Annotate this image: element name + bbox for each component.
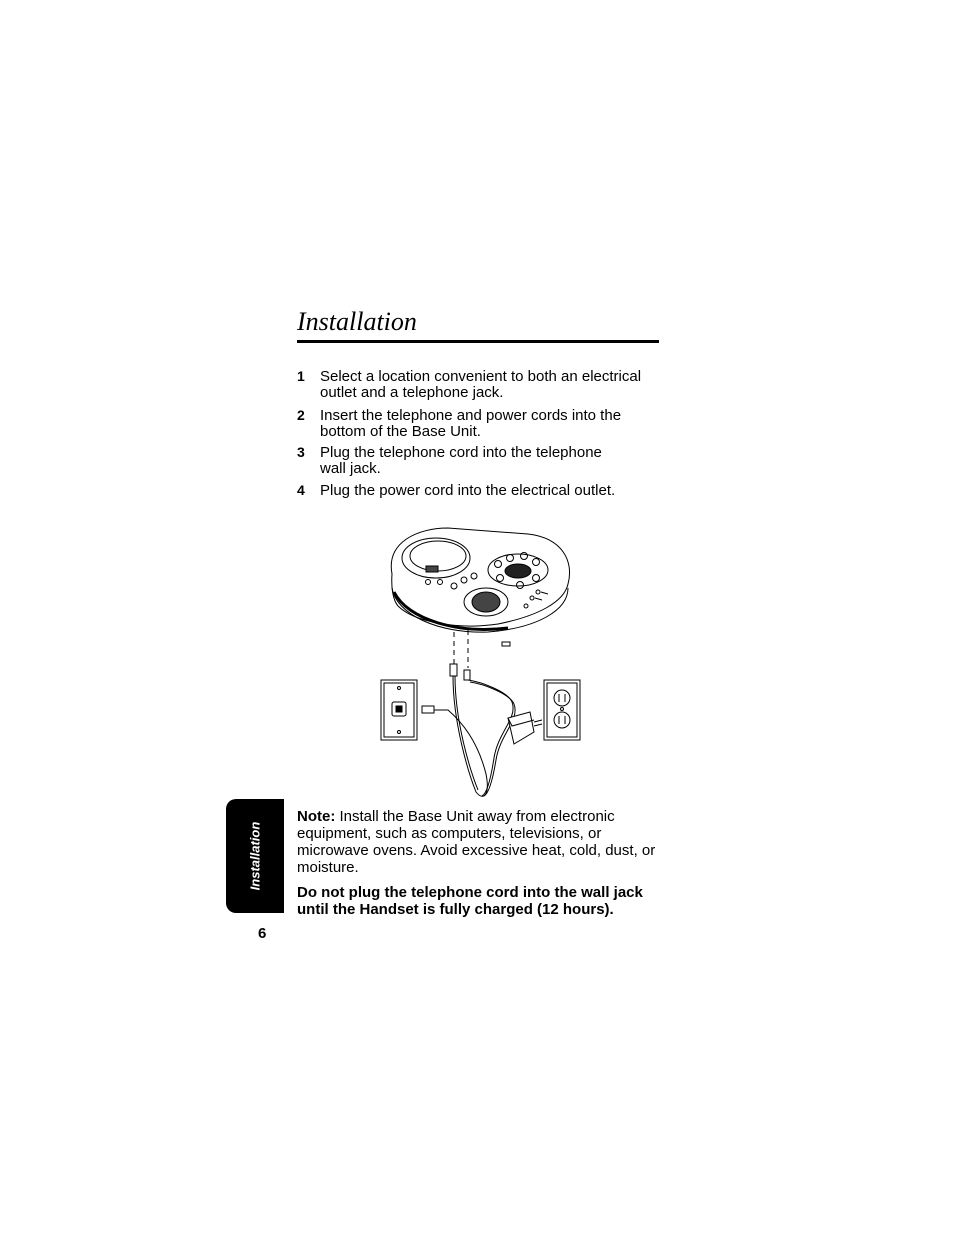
step-text: Select a location convenient to both an electrical outlet and a telephone jack. [320, 368, 642, 401]
section-side-tab [226, 799, 284, 913]
base-unit-icon [391, 528, 569, 646]
step-text: Plug the telephone cord into the telephone wall jack. [320, 444, 602, 477]
side-tab-label: Installation [247, 821, 263, 891]
step-number: 2 [297, 407, 305, 423]
page-title: Installation [297, 307, 417, 336]
page-number: 6 [258, 925, 267, 942]
step-item [297, 483, 615, 499]
step-number: 4 [297, 482, 305, 498]
note-paragraph [297, 808, 659, 876]
step-item [297, 445, 602, 476]
title-rule [297, 340, 659, 343]
step-text: Insert the telephone and power cords into the bottom of the Base Unit. [320, 407, 622, 440]
step-number: 3 [297, 444, 305, 460]
power-adapter-icon [464, 670, 542, 796]
step-text: Plug the power cord into the electrical outlet. [320, 482, 616, 499]
warning-paragraph: Do not plug the telephone cord into the wall jack until the Handset is fully charged (12 hours). [297, 884, 643, 918]
electrical-outlet-icon [544, 680, 580, 740]
step-number: 1 [297, 368, 305, 384]
note-text: Install the Base Unit away from electronic equipment, such as computers, televisions, or microwave ovens. Avoid excessive heat, cold, dust, or moisture. [297, 808, 656, 876]
base-unit-installation-illustration [378, 522, 584, 804]
note-label: Note: [297, 808, 336, 825]
step-item [297, 369, 641, 400]
step-item [297, 408, 621, 439]
telephone-wall-jack-icon [381, 680, 417, 740]
